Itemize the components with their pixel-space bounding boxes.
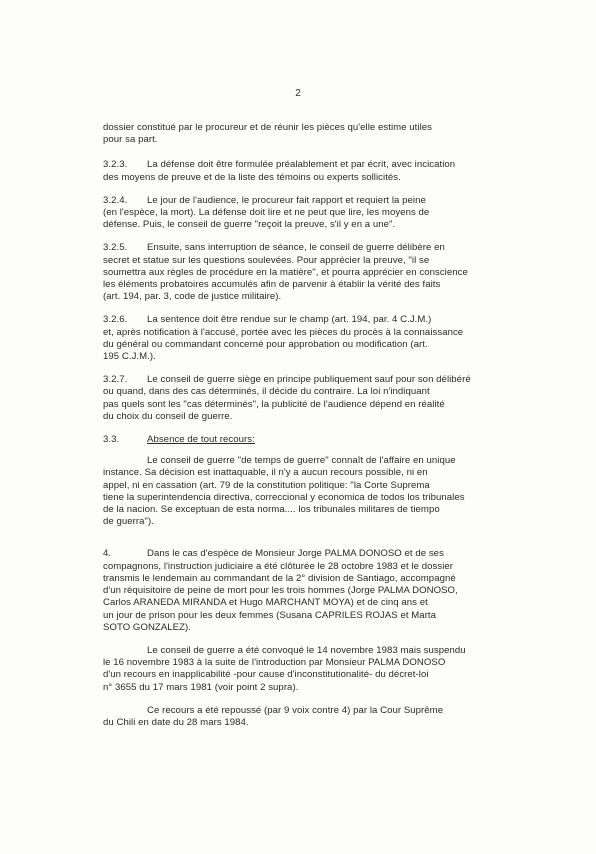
paragraph-4 [103,548,545,633]
text-fragment: Le conseil de guerre siège en principe publiquement sauf pour son délibéré [147,374,471,386]
text-line [103,548,545,560]
text-line [103,374,545,386]
paragraph-3-2-4 [103,195,545,232]
paragraph-number: 3.2.4. [103,194,128,206]
text-line: ou quand, dans des cas déterminés, il décide du contraire. La loi n'indiquant [103,386,430,398]
text-line: appel, ni en cassation (art. 79 de la constitution politique: "la Corte Suprema [103,479,430,491]
text-line: défense. Puis, le conseil de guerre "reçoit la preuve, s'il y en a une". [103,219,396,231]
paragraph-continuation [103,122,545,146]
text-line: Le conseil de guerre "de temps de guerre" connaît de l'affaire en unique [147,455,456,467]
text-line: du général ou commandant concerné pour approbation ou modification (art. [103,338,428,350]
text-line: (art. 194, par. 3, code de justice militaire). [103,291,282,303]
paragraph-number: 4. [103,548,112,560]
text-line: compagnons, l'instruction judiciaire a été clôturée le 28 octobre 1983 et le dossier [103,560,454,572]
paragraph-3-2-6 [103,314,545,363]
section-number: 3.3. [103,434,120,446]
text-line: d'un recours en inapplicabilité -pour cause d'inconstitutionalité- du décret-loi [103,669,429,681]
paragraph-number: 3.2.5. [103,242,128,254]
section-title: Absence de tout recours: [147,434,255,446]
text-line: des moyens de preuve et de la liste des témoins ou experts sollicités. [103,171,401,183]
text-line [103,242,545,254]
text-line: pour sa part. [103,134,158,146]
text-line: Le conseil de guerre a été convoqué le 14 novembre 1983 mais suspendu [147,644,466,656]
text-line: de guerra"). [103,516,154,528]
text-fragment: La sentence doit être rendue sur le champ (art. 194, par. 4 C.J.M.) [147,314,432,326]
text-line: Carlos ARANEDA MIRANDA et Hugo MARCHANT MOYA) et de cinq ans et [103,597,428,609]
text-line: Ce recours a été repoussé (par 9 voix contre 4) par la Cour Suprême [147,704,444,716]
text-line: d'un réquisitoire de peine de mort pour les trois hommes (Jorge PALMA DONOSO, [103,585,458,597]
text-line: de la nacion. Se exceptuan de esta norma.... los tribunales militares de tiempo [103,504,440,516]
text-line: tiene la superintendencia directiva, correccional y economica de todos los tribunales [103,491,465,503]
text-line [103,314,545,326]
text-line: (en l'espèce, la mort). La défense doit lire et ne peut que lire, les moyens de [103,207,430,219]
text-line [103,159,545,171]
paragraph-number: 3.2.6. [103,314,128,326]
paragraph-3-2-3 [103,159,545,183]
text-line: du Chili en date du 28 mars 1984. [103,716,249,728]
text-line: secret et statue sur les questions soulevées. Pour apprécier la preuve, "il se [103,254,430,266]
paragraph-4-recours [103,705,545,729]
paragraph-3-3-body [103,455,545,528]
text-line: un jour de prison pour les deux femmes (Susana CAPRILES ROJAS et Marta [103,609,437,621]
paragraph-3-2-5 [103,242,545,303]
paragraph-number: 3.2.7. [103,374,128,386]
paragraph-3-2-7 [103,374,545,423]
text-fragment: Ensuite, sans interruption de séance, le conseil de guerre délibère en [147,242,445,254]
text-line: instance. Sa décision est inattaquable, il n'y a aucun recours possible, ni en [103,467,428,479]
text-fragment: Dans le cas d'espèce de Monsieur Jorge PALMA DONOSO et de ses [147,548,444,560]
text-line: soumettra aux règles de procédure en la matière", et pourra apprécier en conscience [103,266,468,278]
text-line: dossier constitué par le procureur et de réunir les pièces qu'elle estime utiles [103,122,432,133]
text-line: et, après notification à l'accusé, portée avec les pièces du procès à la connaissance [103,326,464,338]
text-line: les éléments probatoires accumulés afin de parvenir à établir la vérité des faits [103,279,441,291]
text-line: SOTO GONZALEZ). [103,621,191,633]
page-number: 2 [295,88,301,99]
text-line: 195 C.J.M.). [103,351,156,363]
text-line: le 16 novembre 1983 à la suite de l'introduction par Monsieur PALMA DONOSO [103,657,446,669]
document-body [103,122,545,740]
text-fragment: La défense doit être formulée préalablement et par écrit, avec incication [147,159,456,171]
paragraph-4-convocation [103,645,545,694]
text-fragment: Le jour de l'audience, le procureur fait rapport et requiert la peine [147,194,426,206]
text-line: transmis le lendemain au commandant de la 2° division de Santiago, accompagné [103,572,456,584]
paragraph-number: 3.2.3. [103,159,128,171]
text-line [103,195,545,207]
section-heading-3-3 [103,434,545,446]
text-line: pas quels sont les "cas déterminés", la publicité de l'audience dépend en réalité [103,398,445,410]
text-line: n° 3655 du 17 mars 1981 (voir point 2 supra). [103,681,299,693]
text-line: du choix du conseil de guerre. [103,410,233,422]
